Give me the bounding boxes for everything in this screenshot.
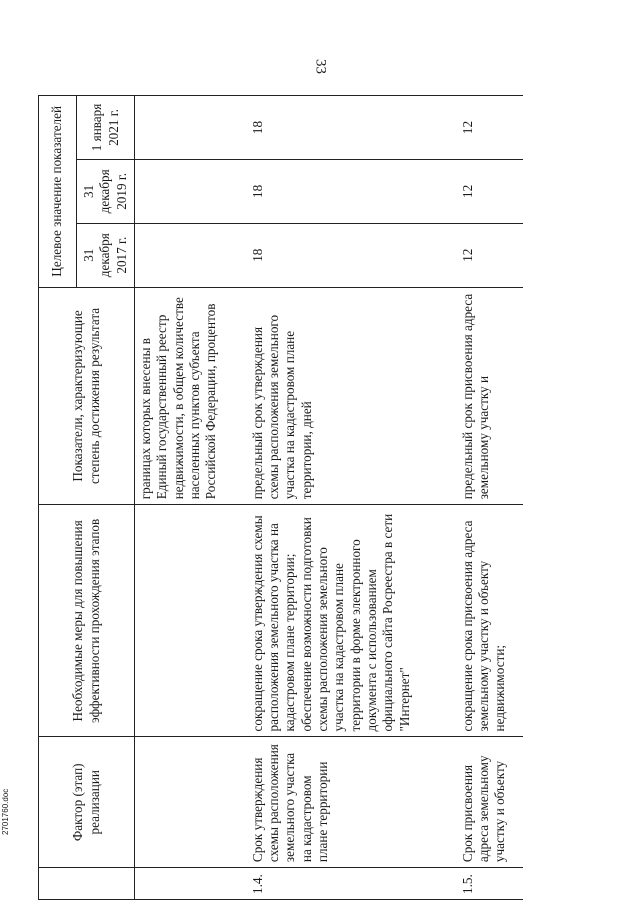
measures-cell: сокращение срока утверждения схемы расположения земельного участка на кадастровом плане территории; обеспечение возможности подготовки схемы расположения земельного участка на кадастровом плане территории в форме электронного документа с использованием официального сайта Росреестра в сети "Интернет" — [247, 505, 457, 737]
value-2021: 12 — [457, 96, 523, 160]
date-header-2017: 31 декабря 2017 г. — [77, 223, 135, 287]
row-number: 1.4. — [247, 868, 457, 900]
value-2019: 18 — [247, 159, 457, 223]
footer-doc-name: 2701760.doc — [1, 788, 10, 835]
table-row — [457, 96, 523, 900]
factor-cell: Срок присвоения адреса земельному участку и объекту — [457, 737, 523, 868]
measures-header: Необходимые меры для повышения эффективности прохождения этапов — [39, 505, 135, 737]
indicator-cell: предельный срок присвоения адреса земельному участку и — [457, 287, 523, 505]
rotated-table-wrapper — [38, 95, 603, 900]
value-2017: 18 — [247, 223, 457, 287]
measures-cell: сокращение срока присвоения адреса земельному участку и объекту недвижимости; — [457, 505, 523, 737]
indicators-table — [38, 95, 523, 900]
row-number: 1.5. — [457, 868, 523, 900]
value-2021: 18 — [247, 96, 457, 160]
factor-header: Фактор (этап) реализации — [39, 737, 135, 868]
table-row — [135, 96, 247, 900]
num-header — [39, 868, 135, 900]
value-2019: 12 — [457, 159, 523, 223]
indicators-header: Показатели, характеризующие степень достижения результата — [39, 287, 135, 505]
factor-cell: Срок утверждения схемы расположения земельного участка на кадастровом плане территории — [247, 737, 457, 868]
value-2017: 12 — [457, 223, 523, 287]
page-number: 33 — [312, 59, 329, 74]
indicator-cell: предельный срок утверждения схемы расположения земельного участка на кадастровом плане территории, дней — [247, 287, 457, 505]
target-value-header: Целевое значение показателей — [39, 96, 77, 288]
table-row — [247, 96, 457, 900]
date-header-2019: 31 декабря 2019 г. — [77, 159, 135, 223]
date-header-2021: 1 января 2021 г. — [77, 96, 135, 160]
indicator-cell: границах которых внесены в Единый государственный реестр недвижимости, в общем количестве населенных пунктов субъекта Российской Федерации, процентов — [135, 287, 247, 505]
